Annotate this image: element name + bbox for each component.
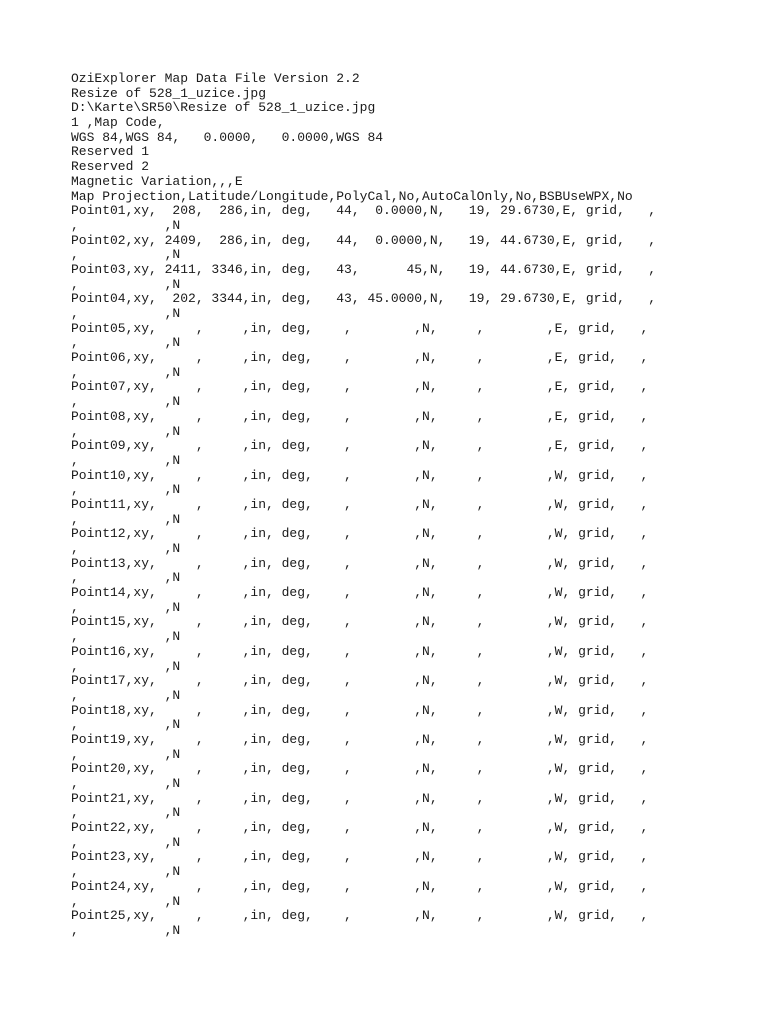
calibration-point-line: Point24,xy, , ,in, deg, , ,N, , ,W, grid, , — [71, 878, 649, 894]
calibration-point-continuation: , ,N — [71, 629, 181, 645]
calibration-point-continuation: , ,N — [71, 746, 181, 762]
calibration-point-continuation: , ,N — [71, 511, 181, 527]
calibration-point-continuation: , ,N — [71, 864, 181, 880]
calibration-point-continuation: , ,N — [71, 658, 181, 674]
calibration-point-continuation: , ,N — [71, 423, 181, 439]
calibration-point-line: Point16,xy, , ,in, deg, , ,N, , ,W, grid, , — [71, 643, 649, 659]
calibration-point-continuation: , ,N — [71, 570, 181, 586]
calibration-point-line: Point15,xy, , ,in, deg, , ,N, , ,W, grid, , — [71, 614, 649, 630]
calibration-point-line: Point06,xy, , ,in, deg, , ,N, , ,E, grid, , — [71, 350, 649, 366]
datum-line: WGS 84,WGS 84, 0.0000, 0.0000,WGS 84 — [71, 129, 384, 145]
calibration-point-line: Point13,xy, , ,in, deg, , ,N, , ,W, grid, , — [71, 555, 649, 571]
calibration-point-continuation: , ,N — [71, 776, 181, 791]
calibration-point-continuation: , ,N — [71, 893, 181, 909]
reserved-1-line: Reserved 1 — [71, 144, 150, 160]
calibration-point-line: Point22,xy, , ,in, deg, , ,N, , ,W, grid, , — [71, 820, 649, 836]
calibration-point-continuation: , ,N — [71, 922, 181, 938]
calibration-point-line: Point23,xy, , ,in, deg, , ,N, , ,W, grid, , — [71, 849, 649, 865]
map-title-line: Resize of 528_1_uzice.jpg — [71, 85, 267, 101]
calibration-point-continuation: , ,N — [71, 247, 181, 263]
calibration-points-list — [71, 204, 761, 938]
calibration-point-continuation: , ,N — [71, 364, 181, 380]
calibration-point-line: Point04,xy, 202, 3344,in, deg, 43, 45.0000,N, 19, 29.6730,E, grid, , — [71, 291, 657, 307]
calibration-point-line: Point11,xy, , ,in, deg, , ,N, , ,W, grid, , — [71, 496, 649, 512]
calibration-point-line: Point17,xy, , ,in, deg, , ,N, , ,W, grid, , — [71, 673, 649, 689]
calibration-point-line: Point03,xy, 2411, 3346,in, deg, 43, 45,N, 19, 44.6730,E, grid, , — [71, 261, 657, 277]
calibration-point-line: Point09,xy, , ,in, deg, , ,N, , ,E, grid, , — [71, 438, 649, 454]
calibration-point-continuation: , ,N — [71, 834, 181, 850]
calibration-point-line: Point07,xy, , ,in, deg, , ,N, , ,E, grid, , — [71, 379, 649, 395]
calibration-point-line: Point01,xy, 208, 286,in, deg, 44, 0.0000,N, 19, 29.6730,E, grid, , — [71, 203, 657, 219]
calibration-point-line: Point20,xy, , ,in, deg, , ,N, , ,W, grid, , — [71, 761, 649, 777]
calibration-point-line: Point12,xy, , ,in, deg, , ,N, , ,W, grid, , — [71, 526, 649, 542]
calibration-point-continuation: , ,N — [71, 687, 181, 703]
calibration-point-line: Point18,xy, , ,in, deg, , ,N, , ,W, grid, , — [71, 702, 649, 718]
calibration-point-line: Point08,xy, , ,in, deg, , ,N, , ,E, grid, , — [71, 408, 649, 424]
calibration-point-continuation: , ,N — [71, 217, 181, 233]
image-path-line: D:\Karte\SR50\Resize of 528_1_uzice.jpg — [71, 100, 376, 116]
calibration-point-line: Point14,xy, , ,in, deg, , ,N, , ,W, grid, , — [71, 585, 649, 601]
calibration-point-continuation: , ,N — [71, 306, 181, 321]
calibration-point-continuation: , ,N — [71, 599, 181, 615]
file-version-line: OziExplorer Map Data File Version 2.2 — [71, 71, 360, 86]
map-projection-line: Map Projection,Latitude/Longitude,PolyCal,No,AutoCalOnly,No,BSBUseWPX,No — [71, 188, 633, 204]
map-code-line: 1 ,Map Code, — [71, 115, 165, 131]
reserved-2-line: Reserved 2 — [71, 159, 150, 175]
calibration-point-continuation: , ,N — [71, 335, 181, 351]
calibration-point-line: Point19,xy, , ,in, deg, , ,N, , ,W, grid, , — [71, 731, 649, 747]
magnetic-variation-line: Magnetic Variation,,,E — [71, 173, 243, 189]
map-data-document — [71, 72, 761, 939]
calibration-point-line: Point25,xy, , ,in, deg, , ,N, , ,W, grid, , — [71, 908, 649, 924]
calibration-point-line: Point05,xy, , ,in, deg, , ,N, , ,E, grid, , — [71, 320, 649, 336]
calibration-point-continuation: , ,N — [71, 541, 181, 556]
calibration-point-continuation: , ,N — [71, 805, 181, 821]
calibration-point-line: Point10,xy, , ,in, deg, , ,N, , ,W, grid, , — [71, 467, 649, 483]
calibration-point-continuation: , ,N — [71, 394, 181, 410]
calibration-point-continuation: , ,N — [71, 717, 181, 733]
calibration-point-line: Point02,xy, 2409, 286,in, deg, 44, 0.0000,N, 19, 44.6730,E, grid, , — [71, 232, 657, 248]
calibration-point-line: Point21,xy, , ,in, deg, , ,N, , ,W, grid, , — [71, 790, 649, 806]
calibration-point-continuation: , ,N — [71, 452, 181, 468]
calibration-point-continuation: , ,N — [71, 482, 181, 498]
calibration-point-continuation: , ,N — [71, 276, 181, 292]
